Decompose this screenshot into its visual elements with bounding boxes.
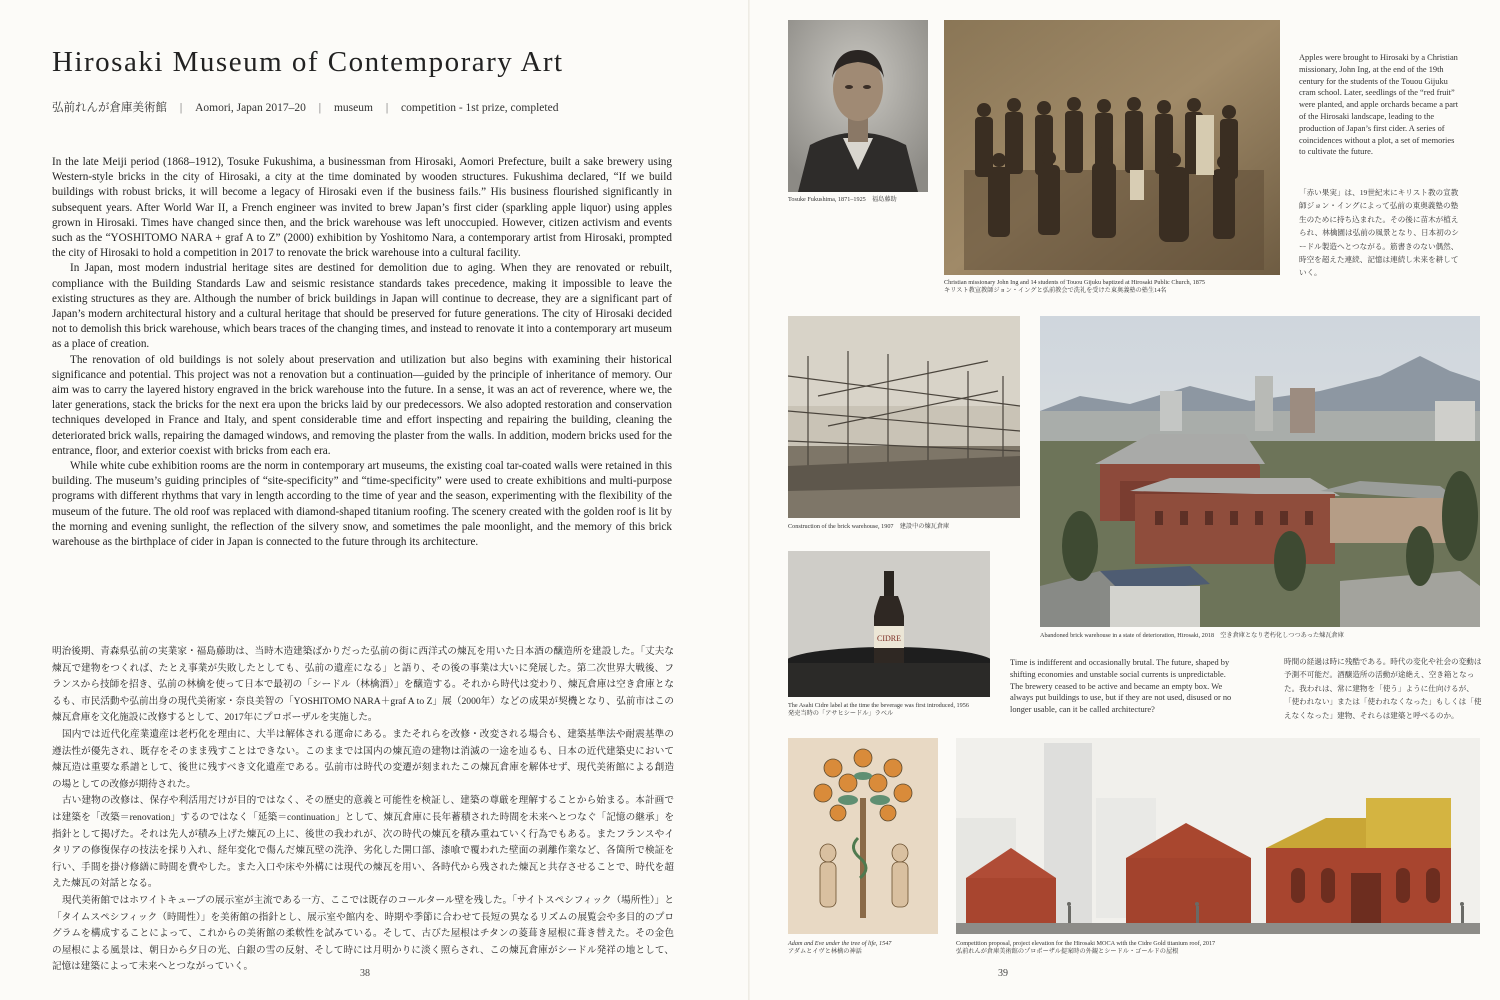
construction-photo: [788, 316, 1020, 518]
subtitle-line: [52, 99, 568, 115]
elevation-caption-ja: 弘前れんが倉庫美術館のプロポーザル提案時の外観とシードル・ゴールドの屋根: [956, 948, 1179, 956]
time-text-ja: 時間の経過は時に残酷である。時代の変化や社会の変動は予測不可能だ。酒醸造所の活動が途絶え、空き箱となった。我われは、常に建物を「使う」ように仕向けるが、「使われない」または「使われなくなった」もしくは「使えなくなった」建物、それらは建築と呼べるのか。: [1284, 657, 1482, 720]
elevation-caption: [956, 940, 1480, 957]
subtitle-type: museum: [333, 102, 373, 114]
bottle-caption-ja: 発売当時の「アサヒシードル」ラベル: [788, 710, 894, 718]
portrait-photo: [788, 20, 928, 192]
subtitle-location: Aomori, Japan 2017–20: [195, 102, 306, 114]
japanese-paragraph: 国内では近代化産業遺産は老朽化を理由に、大半は解体される運命にある。またそれらを改修・改変される場合も、建築基準法や耐震基準の遵法性が優先され、既存をそのまま残すことはできない。このままでは国内の煉瓦造の建物は消滅の一途を辿るも、日本の近代建築史において煉瓦造は重要な系譜として、後世に残すべき文化遺産である。弘前市は時代の変遷が刻まれたこの煉瓦倉庫を解体せず、現代美術館による創造の場としての改修が期待された。: [52, 728, 674, 790]
bottle-caption-en: The Asahi Cidre label at the time the beverage was first introduced, 1956: [788, 702, 969, 709]
warehouse-photo: [1040, 316, 1480, 627]
apple-story-ja: 「赤い果実」は、19世紀末にキリスト教の宣教師ジョン・イングによって弘前の東奥義塾の塾生のために持ち込まれた。その後に苗木が植えられ、林檎園は弘前の風景となり、日本初のシードル製造へとつながる。筋書きのない偶然、時空を超えた連続、記憶は連続し未来を耕していく。: [1299, 188, 1459, 278]
warehouse-caption: Abandoned brick warehouse in a state of deterioration, Hirosaki, 2018 空き倉庫となり老朽化しつつあった煉瓦倉庫: [1040, 632, 1344, 639]
bottle-caption: [788, 702, 998, 719]
cider-bottle-image: [788, 551, 990, 697]
japanese-body-text: [52, 644, 674, 976]
subtitle-status: competition - 1st prize, completed: [401, 102, 559, 114]
adam-eve-caption-en: Adam and Eve under the tree of life, 1547: [788, 940, 892, 947]
warehouse-image: [1040, 316, 1480, 627]
construction-image: [788, 316, 1020, 518]
english-body-text: [52, 155, 672, 550]
group-photo: [944, 20, 1280, 275]
english-paragraph: While white cube exhibition rooms are the norm in contemporary art museums, the existing coal tar-coated walls were retained in this building. The museum’s guiding principles of “site-specificity” and “time-specificity” were used to create exhibitions and multi-purpose programs with different rhythms that vary in length according to the time of year and the season, experimenting with the flexibility of the museum of the future. The old roof was replaced with diamond-shaped titanium roofing. The scenery created with the golden roof is lit by the morning and evening sunlight, the reflection of the silvery snow, and sometimes the pale moonlight, and the memory of this brick warehouse as the birthplace of cider in Japan is connected to the future through its architecture.: [52, 460, 672, 549]
page-number-right: 39: [998, 968, 1008, 979]
bottle-photo: [788, 551, 990, 697]
subtitle-separator: |: [385, 102, 389, 114]
group-photo-caption: [944, 279, 1284, 296]
group-caption-ja: キリスト教宣教師ジョン・イングと弘前教会で洗礼を受けた東奥義塾の塾生14名: [944, 287, 1167, 295]
english-paragraph: In the late Meiji period (1868–1912), Tosuke Fukushima, a businessman from Hirosaki, Aomori Prefecture, built a sake brewery using Western-style bricks in the city of Hirosaki, a city at the time dominated by wooden structures. Fukushima declared, “If we build buildings with robust bricks, it will become a legacy of Hirosaki even if the business fails.” His business flourished significantly in subsequent years. After World War II, a French engineer was invited to brew Japan’s first cider (sparkling apple liquor) using apples grown in Hirosaki. Times have changed since then, and the brick warehouse was left unoccupied. However, citizen activism and events such as the “YOSHITOMO NARA + graf A to Z” (2000) exhibition by Yoshitomo Nara, a contemporary artist from Hirosaki, prompted the city of Hirosaki to hold a competition in 2017 to renovate the brick warehouse into a cultural facility.: [52, 156, 672, 260]
subtitle-separator: |: [318, 102, 322, 114]
construction-caption: Construction of the brick warehouse, 1907 建設中の煉瓦倉庫: [788, 523, 950, 530]
english-paragraph: In Japan, most modern industrial heritage sites are destined for demolition due to aging. When they are renovated or rebuilt, compliance with the Building Standards Law and seismic resistance standards takes precedence, making it impossible to leave the existing structures as they are. Although the number of brick buildings in Japan will continue to decrease, they are a significant part of Japan’s modern architectural history and a cultural heritage that should be preserved for future generations. The city of Hirosaki decided not to demolish this brick warehouse, which bears traces of the changing times, and instead to renovate it into a contemporary art museum as a place of creation.: [52, 262, 672, 351]
elevation-drawing: [956, 738, 1480, 934]
project-elevation-image: [956, 738, 1480, 934]
subtitle-separator: |: [179, 102, 183, 114]
adam-eve-caption: [788, 940, 968, 957]
tree-of-life-image: [788, 738, 938, 934]
apple-story-en: Apples were brought to Hirosaki by a Christian missionary, John Ing, at the end of the 19th century for the students of the Touou Gijuku cram school. Later, seedlings of the “red fruit” were planted, and apple orchards became a part of the Hirosaki landscape, leading to the production of Japan’s first cider. A series of coincidences without a plot, a set of memories to cultivate the future.: [1299, 53, 1459, 157]
group-caption-en: Christian missionary John Ing and 14 students of Touou Gijuku baptized at Hirosaki Public Church, 1875: [944, 279, 1206, 286]
page-title: Hirosaki Museum of Contemporary Art: [52, 46, 564, 78]
subtitle-name-ja: 弘前れんが倉庫美術館: [52, 102, 167, 114]
english-paragraph: The renovation of old buildings is not solely about preservation and utilization but also begins with examining their historical significance and potential. This project was not a renovation but a continuation—guided by the principle of inheritance of memory. Our aim was to carry the layered history engraved in the brick warehouse into the future. In a sense, it was an act of reverence, where we, the later generations, stack the bricks for the next era upon the bricks laid by our predecessors. We also adopted restoration and conservation techniques developed in France and Italy, and spent considerable time and effort inspecting and repairing the building, cleaning the deteriorated brick walls, repairing the damaged windows, and removing the plaster from the walls. In addition, modern bricks used for the entrance, floor, and exterior coexist with bricks from each era.: [52, 353, 672, 457]
elevation-caption-en: Competition proposal, project elevation for the Hirosaki MOCA with the Cidre Gold titanium roof, 2017: [956, 940, 1216, 947]
time-text-en: Time is indifferent and occasionally brutal. The future, shaped by shifting economies and unstable social currents is unpredictable. The brewery ceased to be active and became an empty box. We always put buildings to use, but if they are not used, disused or no longer usable, can it be called architecture?: [1010, 658, 1232, 715]
portrait-caption: Tosuke Fukushima, 1871–1925 福島藤助: [788, 196, 897, 203]
japanese-paragraph: 現代美術館ではホワイトキューブの展示室が主流である一方、ここでは既存のコールタール壁を残した。「サイトスペシフィック（場所性）」と「タイムスペシフィック（時間性）」を美術館の指針とし、展示室や館内を、時期や季節に合わせて長短の異なるリズムの展覧会や多目的のプログラムを構成することによって、これからの美術館の柔軟性を試みている。そして、古びた屋根はチタンの菱葺き屋根に葺き替えた。その金色の屋根による風景は、朝日から夕日の光、白銀の雪の反射、そして時には月明かりに淡く照らされ、この煉瓦倉庫がシードル発祥の地として、記憶は建築によって未来へとつながっていく。: [52, 894, 674, 973]
page-number-left: 38: [360, 968, 370, 979]
japanese-paragraph: 古い建物の改修は、保存や利活用だけが目的ではなく、その歴史的意義と可能性を検証し、建築の尊厳を理解することから始まる。本計画では建築を「改築＝renovation」するのではなく「延築＝continuation」として、煉瓦倉庫に長年蓄積された時間を未来へとつなぐ「記憶の継承」を指針として掲げた。それは先人が積み上げた煉瓦の上に、後世の我われが、次の時代の煉瓦を積み重ねていく行為でもある。またフランスやイタリアの修復保存の技法を採り入れ、経年変化で傷んだ煉瓦壁の洗浄、劣化した開口部、漆喰で覆われた壁面の剥離作業など、各箇所で検証を行い、手間を掛け修繕に時間を費やした。また入口や床や外構には現代の煉瓦を用い、各時代から残された煉瓦と共存させることで、時代を超えた煉瓦の対話となる。: [52, 795, 674, 890]
adam-eve-illustration: [788, 738, 938, 934]
group-photo-image: [944, 20, 1280, 275]
japanese-paragraph: 明治後期、青森県弘前の実業家・福島藤助は、当時木造建築ばかりだった弘前の街に西洋式の煉瓦を用いた日本酒の醸造所を建設した。「丈夫な煉瓦で建物をつくれば、たとえ事業が失敗したとしても、弘前の遺産になる」と語り、その後の事業は大いに発展した。第二次世界大戦後、フランスから技師を招き、弘前の林檎を使って日本で最初の「シードル（林檎酒）」を醸造する。それから時代は変わり、煉瓦倉庫は空き倉庫となるも、市民活動や弘前出身の現代美術家・奈良美智の「YOSHITOMO NARA＋graf A to Z」展（2000年）などの成果が契機となり、弘前市はこの煉瓦倉庫を文化施設に改修するとして、2017年にプロポーザルを実施した。: [52, 646, 674, 724]
portrait-image: [788, 20, 928, 192]
right-page: [750, 0, 1500, 1000]
adam-eve-caption-ja: アダムとイヴと林檎の神話: [788, 948, 862, 956]
bottle-label-text: CIDRE: [877, 634, 901, 643]
